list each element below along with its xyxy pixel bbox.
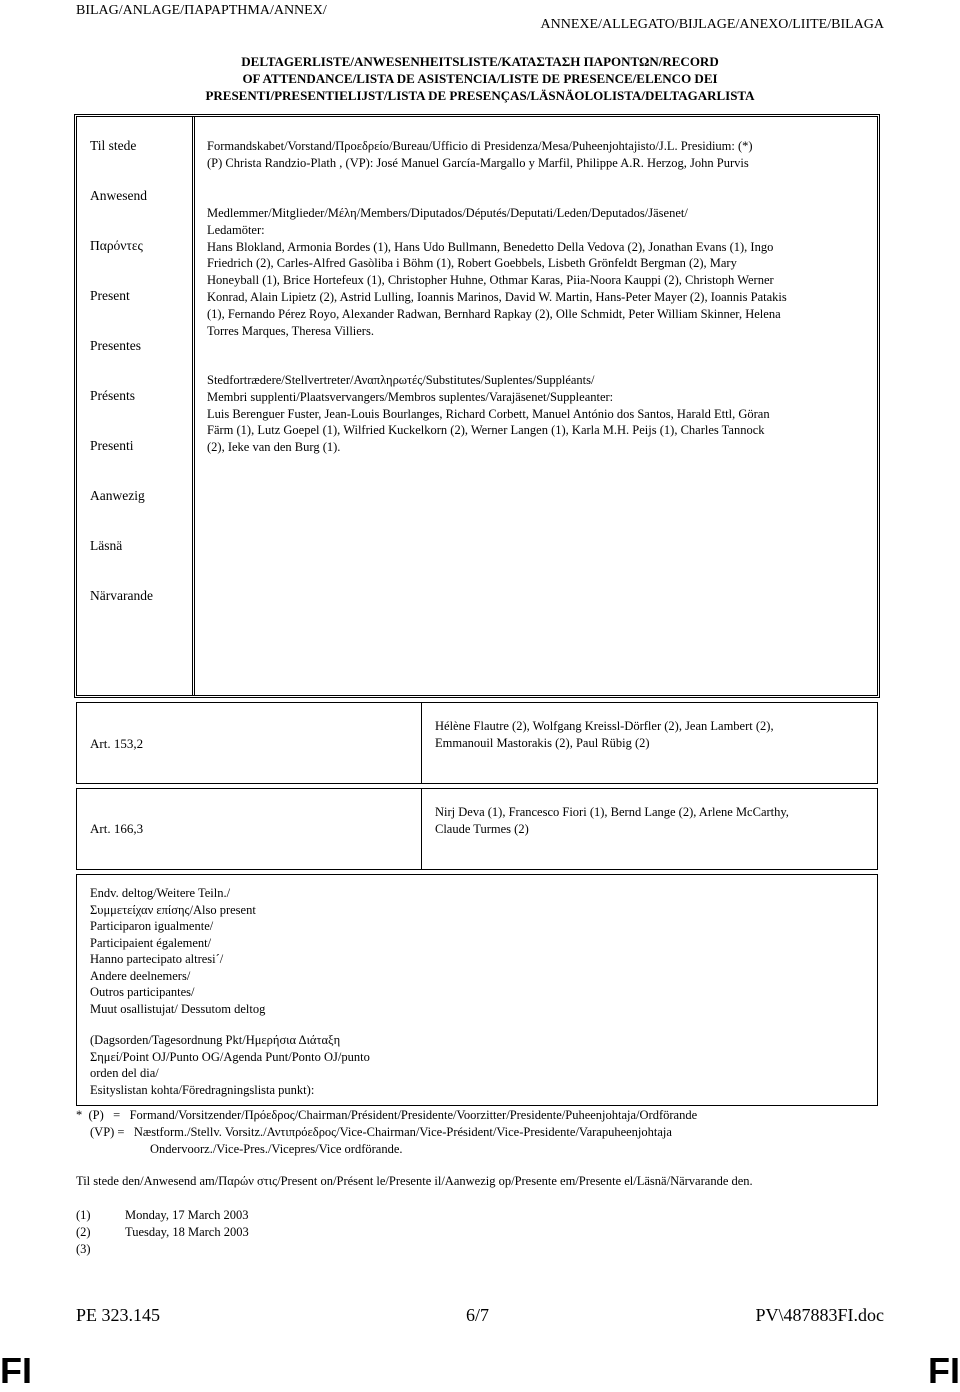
- date-text: Monday, 17 March 2003: [125, 1208, 249, 1222]
- also-present-box: [76, 874, 878, 1106]
- members-line: Konrad, Alain Lipietz (2), Astrid Lulling, Ioannis Marinos, David W. Martin, Hans-Peter Mayer (2), Ioannis Patakis: [207, 289, 787, 304]
- bureau-line: Formandskabet/Vorstand/Προεδρείο/Bureau/Ufficio di Presidenza/Mesa/Puheenjohtajisto/J.L. Presidium: (*): [207, 139, 753, 153]
- date-number: (1): [76, 1208, 91, 1222]
- language-label: Presenti: [90, 438, 134, 453]
- language-label: Παρόντες: [90, 238, 143, 253]
- language-label: Närvarande: [90, 588, 153, 603]
- header-left: BILAG/ANLAGE/ΠΑΡΑΡΤΗΜΑ/ANNEX/: [76, 3, 327, 18]
- substitutes-line: Färm (1), Lutz Goepel (1), Wilfried Kuckelkorn (2), Werner Langen (1), Karla M.H. Peijs (1), Charles Tannock: [207, 423, 765, 438]
- agenda-line: orden del dia/: [90, 1066, 159, 1080]
- substitutes-line: Luis Berenguer Fuster, Jean-Louis Bourlanges, Richard Corbett, Manuel António dos Santos, Harald Ettl, Göran: [207, 406, 770, 421]
- date-number: (2): [76, 1225, 91, 1239]
- art153-label-cell: [76, 702, 422, 784]
- art153-names-cell: [421, 702, 878, 784]
- also-present-line: Andere deelnemers/: [90, 968, 191, 983]
- also-present-line: Participaron igualmente/: [90, 919, 214, 933]
- members-line: (1), Fernando Pérez Royo, Alexander Radwan, Bernhard Rapkay (2), Olle Schmidt, Peter William Skinner, Helena: [207, 306, 781, 321]
- title-line: OF ATTENDANCE/LISTA DE ASISTENCIA/LISTE DE PRESENCE/ELENCO DEI: [242, 71, 718, 86]
- footer-language-code-left: FI: [0, 1350, 32, 1391]
- art153-line: Hélène Flautre (2), Wolfgang Kreissl-Dörfler (2), Jean Lambert (2),: [435, 719, 774, 733]
- bureau-section: [207, 138, 862, 172]
- also-present-line: Endv. deltog/Weitere Teiln./: [90, 886, 231, 900]
- also-present-line: Outros participantes/: [90, 985, 195, 999]
- members-line: Friedrich (2), Carles-Alfred Gasòliba i Böhm (1), Robert Goebbels, Lisbeth Grönfeldt Bergman (2), Mary: [207, 256, 737, 271]
- art153-label: Art. 153,2: [90, 736, 144, 751]
- language-label: Til stede: [90, 138, 137, 153]
- agenda-line: (Dagsorden/Tagesordnung Pkt/Ημερήσια Διάταξη: [90, 1033, 341, 1047]
- date-number: (3): [76, 1242, 91, 1256]
- legend-chairman: * (P) = Formand/Vorsitzender/Πρόεδρος/Chairman/Président/Presidente/Voorzitter/Presidente/Puheenjohtaja/Ordförande: [76, 1108, 698, 1122]
- art153-line: Emmanouil Mastorakis (2), Paul Rübig (2): [435, 735, 650, 750]
- members-line: Hans Blokland, Armonia Bordes (1), Hans Udo Bullmann, Benedetto Della Vedova (2), Jonathan Evans (1), Ingo: [207, 239, 774, 254]
- bureau-line: (P) Christa Randzio-Plath , (VP): José Manuel García-Margallo y Marfil, Philippe A.R. Herzog, John Purvis: [207, 155, 749, 170]
- also-present-line: Participaient également/: [90, 935, 212, 950]
- attendance-divider: [192, 117, 195, 695]
- substitutes-line: Stedfortrædere/Stellvertreter/Αναπληρωτές/Substitutes/Suplentes/Suppléants/: [207, 373, 595, 387]
- art166-label: Art. 166,3: [90, 821, 144, 836]
- members-line: Honeyball (1), Brice Hortefeux (1), Christopher Huhne, Othmar Karas, Piia-Noora Kauppi (2), Christoph Werner: [207, 273, 774, 288]
- also-present-line: Συμμετείχαν επίσης/Also present: [90, 902, 256, 917]
- language-label: Anwesend: [90, 188, 147, 203]
- footer-document-name: PV\487883FI.doc: [755, 1305, 884, 1325]
- art166-names-cell: [421, 788, 878, 870]
- art166-line: Claude Turmes (2): [435, 821, 529, 836]
- agenda-line: Esityslistan kohta/Föredragningslista punkt):: [90, 1082, 315, 1097]
- language-label: Present: [90, 288, 130, 303]
- footer-page-number: 6/7: [466, 1305, 490, 1325]
- substitutes-section: [207, 372, 862, 456]
- substitutes-line: Membri supplenti/Plaatsvervangers/Membros suplentes/Varajäsenet/Suppleanter:: [207, 389, 614, 404]
- footer-language-code-right: FI: [928, 1350, 960, 1391]
- title-line: DELTAGERLISTE/ANWESENHEITSLISTE/ΚΑΤΑΣΤΑΣΗ ΠΑΡΟΝΤΩΝ/RECORD: [241, 54, 719, 69]
- document-title: [60, 53, 900, 104]
- members-line: Torres Marques, Theresa Villiers.: [207, 323, 374, 338]
- members-section: [207, 205, 862, 339]
- language-label: Presentes: [90, 338, 141, 353]
- language-label: Présents: [90, 388, 135, 403]
- legend-vice-chairman: (VP) = Næstform./Stellv. Vorsitz./Αντιπρόεδρος/Vice-Chairman/Vice-Président/Vice-Presidente/Varapuheenjohtaja: [90, 1125, 672, 1139]
- date-text: Tuesday, 18 March 2003: [125, 1225, 249, 1239]
- members-line: Ledamöter:: [207, 222, 265, 237]
- agenda-line: Σημεί/Point OJ/Punto OG/Agenda Punt/Ponto OJ/punto: [90, 1049, 370, 1064]
- footer-reference: PE 323.145: [76, 1305, 161, 1325]
- also-present-line: Hanno partecipato altresi´/: [90, 952, 224, 966]
- title-line: PRESENTI/PRESENTIELIJST/LISTA DE PRESENÇAS/LÄSNÄOLOLISTA/DELTAGARLISTA: [205, 88, 755, 103]
- members-line: Medlemmer/Mitglieder/Μέλη/Members/Diputados/Députés/Deputati/Leden/Deputados/Jäsenet/: [207, 206, 688, 220]
- til-stede-line: Til stede den/Anwesend am/Παρών στις/Present on/Présent le/Presente il/Aanwezig op/Presente em/Presente el/Läsnä/Närvarande den.: [76, 1174, 753, 1188]
- art166-line: Nirj Deva (1), Francesco Fiori (1), Bernd Lange (2), Arlene McCarthy,: [435, 805, 789, 819]
- legend-vice-chairman-cont: Ondervoorz./Vice-Pres./Vicepres/Vice ordförande.: [150, 1142, 403, 1156]
- also-present-line: Muut osallistujat/ Dessutom deltog: [90, 1001, 266, 1016]
- header-right: ANNEXE/ALLEGATO/BIJLAGE/ANEXO/LIITE/BILAGA: [540, 17, 884, 32]
- substitutes-line: (2), Ieke van den Burg (1).: [207, 440, 341, 455]
- art166-label-cell: [76, 788, 422, 870]
- language-label: Aanwezig: [90, 488, 145, 503]
- language-label: Läsnä: [90, 538, 123, 553]
